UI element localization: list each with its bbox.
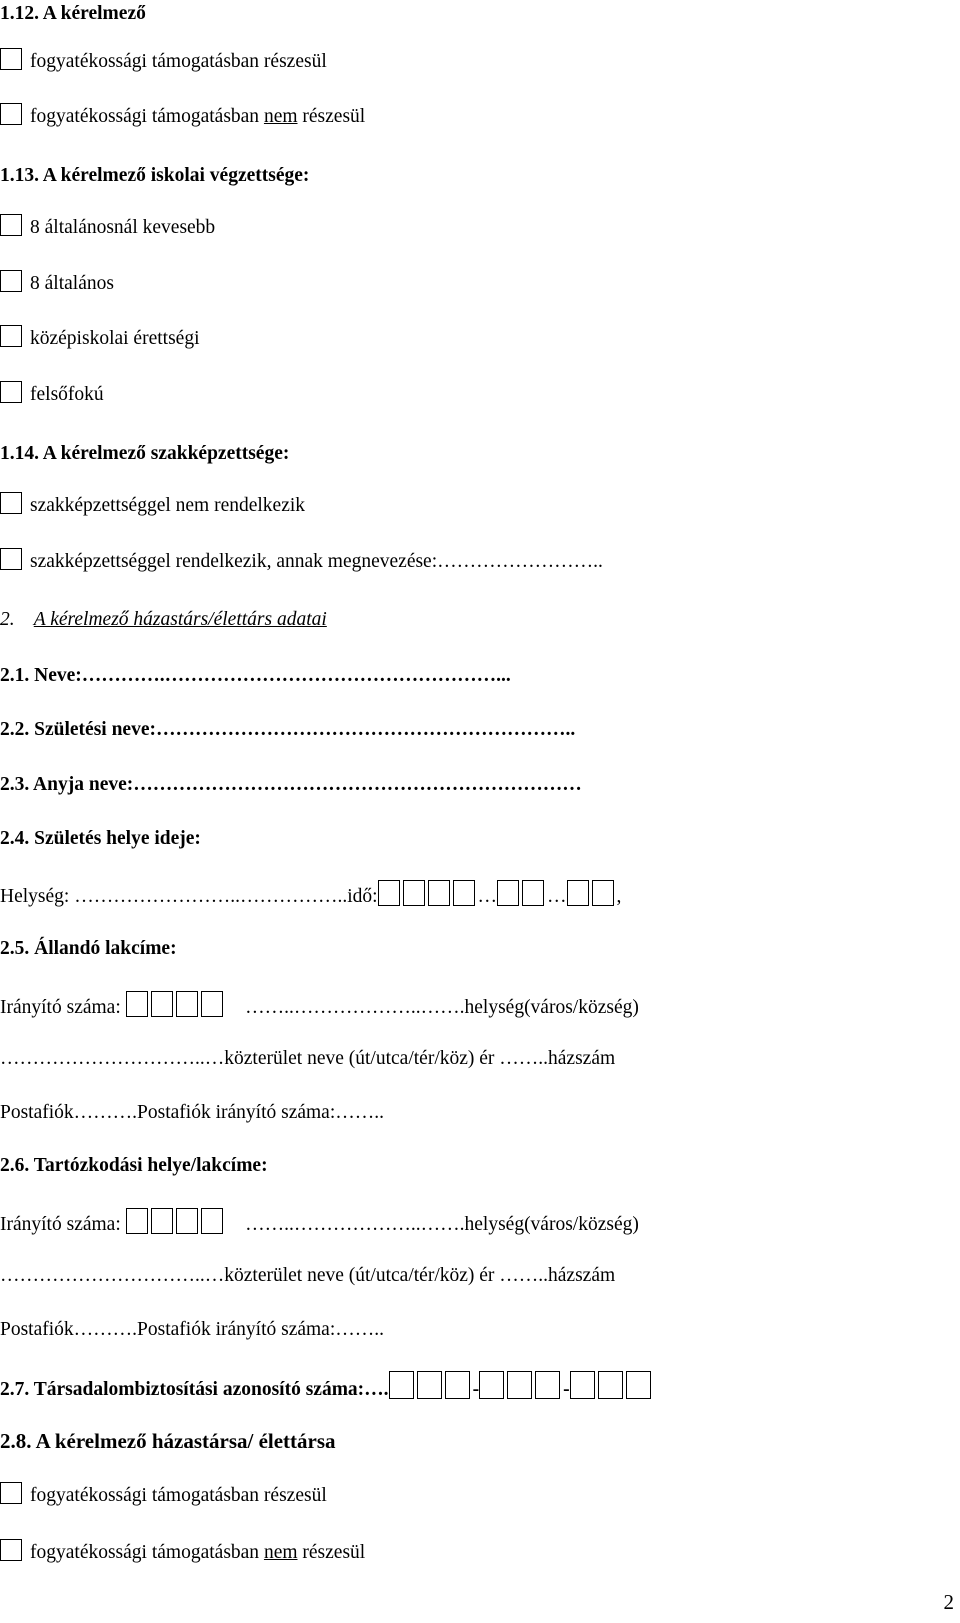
checkbox[interactable] xyxy=(0,548,22,570)
checkbox[interactable] xyxy=(0,492,22,514)
option-row xyxy=(0,548,603,574)
heading-2-8: 2.8. A kérelmező házastársa/ élettársa xyxy=(0,1429,336,1453)
option-label: szakképzettséggel rendelkezik, annak megnevezése:…………………….. xyxy=(30,551,603,572)
option-label: részesül xyxy=(297,106,366,127)
option-row xyxy=(0,48,327,74)
option-label: 8 általános xyxy=(30,273,114,294)
irsz-row xyxy=(0,1208,639,1241)
option-row xyxy=(0,270,114,296)
field-szuletes-helye: 2.4. Születés helye ideje: xyxy=(0,828,201,849)
option-row xyxy=(0,325,199,351)
field-label: 2.1. Neve:………….……………………………………………... xyxy=(0,665,511,686)
checkbox[interactable] xyxy=(0,270,22,292)
helyseg-line: ……..………………..…….helység(város/község) xyxy=(245,1214,639,1235)
option-row xyxy=(0,214,215,240)
field-label: 2.2. Születési neve:……………………………………………………….. xyxy=(0,719,576,740)
option-label: részesül xyxy=(297,1542,366,1563)
option-label: 8 általánosnál kevesebb xyxy=(30,217,216,238)
irsz-label: Irányító száma: xyxy=(0,1214,121,1235)
checkbox[interactable] xyxy=(0,381,22,403)
option-row xyxy=(0,492,305,518)
field-szuletesi-neve xyxy=(0,718,575,742)
heading-2-5: 2.5. Állandó lakcíme: xyxy=(0,938,177,959)
taj-row: 2.7. Társadalombiztosítási azonosító száma:…. - - xyxy=(0,1371,654,1406)
kozterulet-row: …………………………..…közterület neve (út/utca/tér/köz) ér ……..házszám xyxy=(0,1048,616,1069)
option-label: fogyatékossági támogatásban xyxy=(30,1542,264,1563)
checkbox[interactable] xyxy=(0,214,22,236)
heading-1-12: 1.12. A kérelmező xyxy=(0,3,146,24)
option-label: középiskolai érettségi xyxy=(30,328,200,349)
section-title: A kérelmező házastárs/élettárs adatai xyxy=(33,609,327,630)
checkbox[interactable] xyxy=(0,325,22,347)
day-cells[interactable] xyxy=(567,880,617,913)
helyseg-label: Helység: ……………………..……………..idő: xyxy=(0,886,378,907)
option-label: szakképzettséggel nem rendelkezik xyxy=(30,495,306,516)
postal-code-cells[interactable] xyxy=(126,991,226,1024)
taj-cells-2[interactable] xyxy=(479,1371,563,1406)
field-label: 2.3. Anyja neve:…………………………………………………………… xyxy=(0,774,582,795)
option-label: fogyatékossági támogatásban részesül xyxy=(30,1485,327,1506)
section-number: 2. xyxy=(0,609,15,630)
year-cells[interactable] xyxy=(378,880,478,913)
kozterulet-row: …………………………..…közterület neve (út/utca/tér/köz) ér ……..házszám xyxy=(0,1265,616,1286)
option-row xyxy=(0,1539,365,1565)
irsz-row xyxy=(0,991,639,1024)
checkbox[interactable] xyxy=(0,103,22,125)
checkbox[interactable] xyxy=(0,1482,22,1504)
taj-cells-3[interactable] xyxy=(570,1371,654,1406)
taj-label: 2.7. Társadalombiztosítási azonosító száma:…. xyxy=(0,1379,389,1400)
postafiok-row: Postafiók……….Postafiók irányító száma:…….. xyxy=(0,1319,385,1340)
heading-1-14: 1.14. A kérelmező szakképzettsége: xyxy=(0,443,290,464)
page-number: 2 xyxy=(943,1590,954,1614)
option-row xyxy=(0,381,104,407)
checkbox[interactable] xyxy=(0,1539,22,1561)
field-anyja-neve xyxy=(0,773,582,797)
month-cells[interactable] xyxy=(497,880,547,913)
irsz-label: Irányító száma: xyxy=(0,997,121,1018)
option-row xyxy=(0,1482,327,1508)
helyseg-line: ……..………………..…….helység(város/község) xyxy=(245,997,639,1018)
field-neve xyxy=(0,664,511,688)
option-label-underlined: nem xyxy=(263,1542,298,1563)
section-2-title xyxy=(0,608,327,632)
option-label: fogyatékossági támogatásban xyxy=(30,106,264,127)
taj-cells-1[interactable] xyxy=(389,1371,473,1406)
heading-2-6: 2.6. Tartózkodási helye/lakcíme: xyxy=(0,1155,268,1176)
option-label: felsőfokú xyxy=(30,384,104,405)
checkbox[interactable] xyxy=(0,48,22,70)
option-label-underlined: nem xyxy=(263,106,298,127)
option-row xyxy=(0,103,365,129)
postal-code-cells[interactable] xyxy=(126,1208,226,1241)
postafiok-row: Postafiók……….Postafiók irányító száma:…….. xyxy=(0,1102,385,1123)
helyseg-ido-row: Helység: ……………………..……………..idő: … … , xyxy=(0,880,621,913)
heading-1-13: 1.13. A kérelmező iskolai végzettsége: xyxy=(0,165,310,186)
option-label: fogyatékossági támogatásban részesül xyxy=(30,51,327,72)
